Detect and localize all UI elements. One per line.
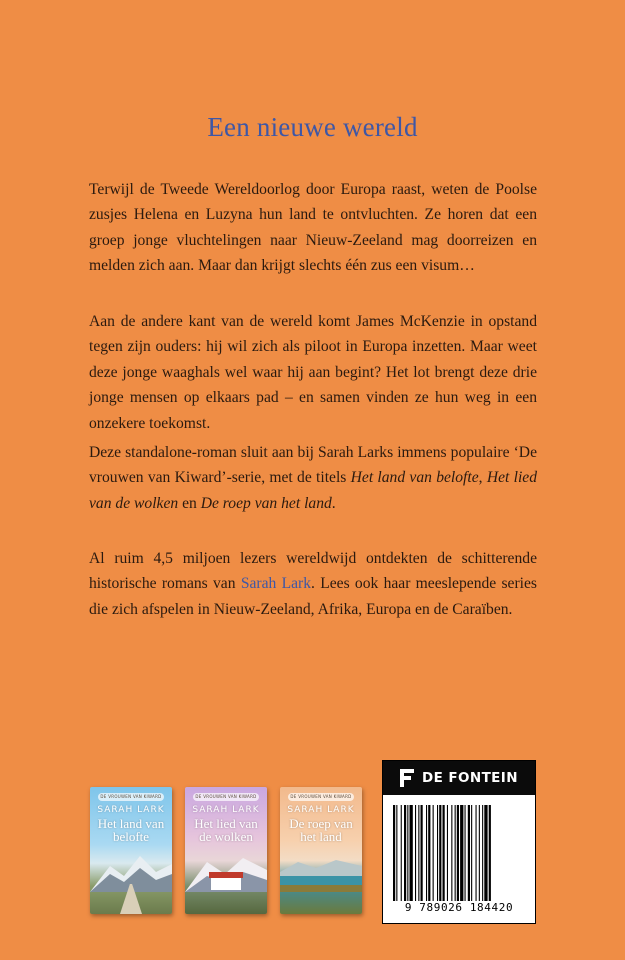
book-title-line-2: belofte xyxy=(112,829,150,844)
book-title-line-2: de wolken xyxy=(199,829,253,844)
publisher-name: DE FONTEIN xyxy=(422,770,518,786)
blurb-paragraph-2: Aan de andere kant van de wereld komt James McKenzie in opstand tegen zijn ouders: hij wil zich als piloot in Europa inzetten. Maar weet deze jonge waaghals wel waar hij aan begint? Het lot brengt deze drie jonge mensen op elkaars pad – en samen vinden ze hun weg in een onzekere toekomst. xyxy=(89,313,537,432)
barcode-panel xyxy=(382,760,536,924)
book-title-line-1: Het land van xyxy=(97,816,165,831)
blurb-paragraph-1: Terwijl de Tweede Wereldoorlog door Europa raast, weten de Poolse zusjes Helena en Luzyna hun land te ontvluchten. Ze horen dat een groep jonge vluchtelingen naar Nieuw-Zeeland mag doorreizen en melden zich aan. Maar dan krijgt slechts één zus een visum… xyxy=(89,181,537,275)
book-cover-3 xyxy=(280,787,362,914)
isbn-number: 9 789026 184420 xyxy=(404,901,514,914)
author-name-highlight: Sarah Lark xyxy=(240,575,312,593)
book-title: Een nieuwe wereld xyxy=(207,112,418,142)
blurb-paragraph-4 xyxy=(89,546,537,622)
paragraph-3-intro: Deze standalone-roman sluit aan bij Sarah Larks immens populaire ‘De vrouwen van Kiward’-serie, met de titels xyxy=(89,444,537,487)
series-title-2: Het lied van de wolken xyxy=(89,469,537,512)
book-cover-title xyxy=(280,817,362,843)
publisher-logo-icon xyxy=(400,769,414,787)
barcode-icon xyxy=(393,805,525,901)
book-author: SARAH LARK xyxy=(287,805,355,815)
book-cover-2 xyxy=(185,787,267,914)
book-title-line-1: De roep van xyxy=(289,816,353,831)
book-cover-title xyxy=(185,817,267,843)
paragraph-4-start: Al ruim 4,5 miljoen lezers wereldwijd ontdekten de schitterende historische romans van xyxy=(89,550,537,593)
book-title-line-2: het land xyxy=(300,829,342,844)
book-author: SARAH LARK xyxy=(97,805,165,815)
paragraph-3-end: . xyxy=(331,494,336,512)
book-series-label: DE VROUWEN VAN KIWARD xyxy=(98,793,164,801)
book-series-label: DE VROUWEN VAN KIWARD xyxy=(193,793,259,801)
book-cover-1 xyxy=(90,787,172,914)
series-title-1: Het land van belofte xyxy=(350,469,479,487)
blurb-paragraph-3 xyxy=(89,440,537,516)
lake-illustration xyxy=(280,852,362,892)
paragraph-4-end: . Lees ook haar meeslepende series die zich afspelen in Nieuw-Zeeland, Afrika, Europa en de Caraïben. xyxy=(89,575,537,618)
publisher-bar xyxy=(383,761,535,795)
paragraph-3-sep-1: , xyxy=(478,469,487,487)
paragraph-3-sep-2: en xyxy=(178,494,201,512)
book-title-line-1: Het lied van xyxy=(194,816,258,831)
book-author: SARAH LARK xyxy=(192,805,260,815)
series-title-3: De roep van het land xyxy=(200,494,332,512)
house-illustration xyxy=(211,878,241,890)
book-cover-title xyxy=(90,817,172,843)
book-series-label: DE VROUWEN VAN KIWARD xyxy=(288,793,354,801)
